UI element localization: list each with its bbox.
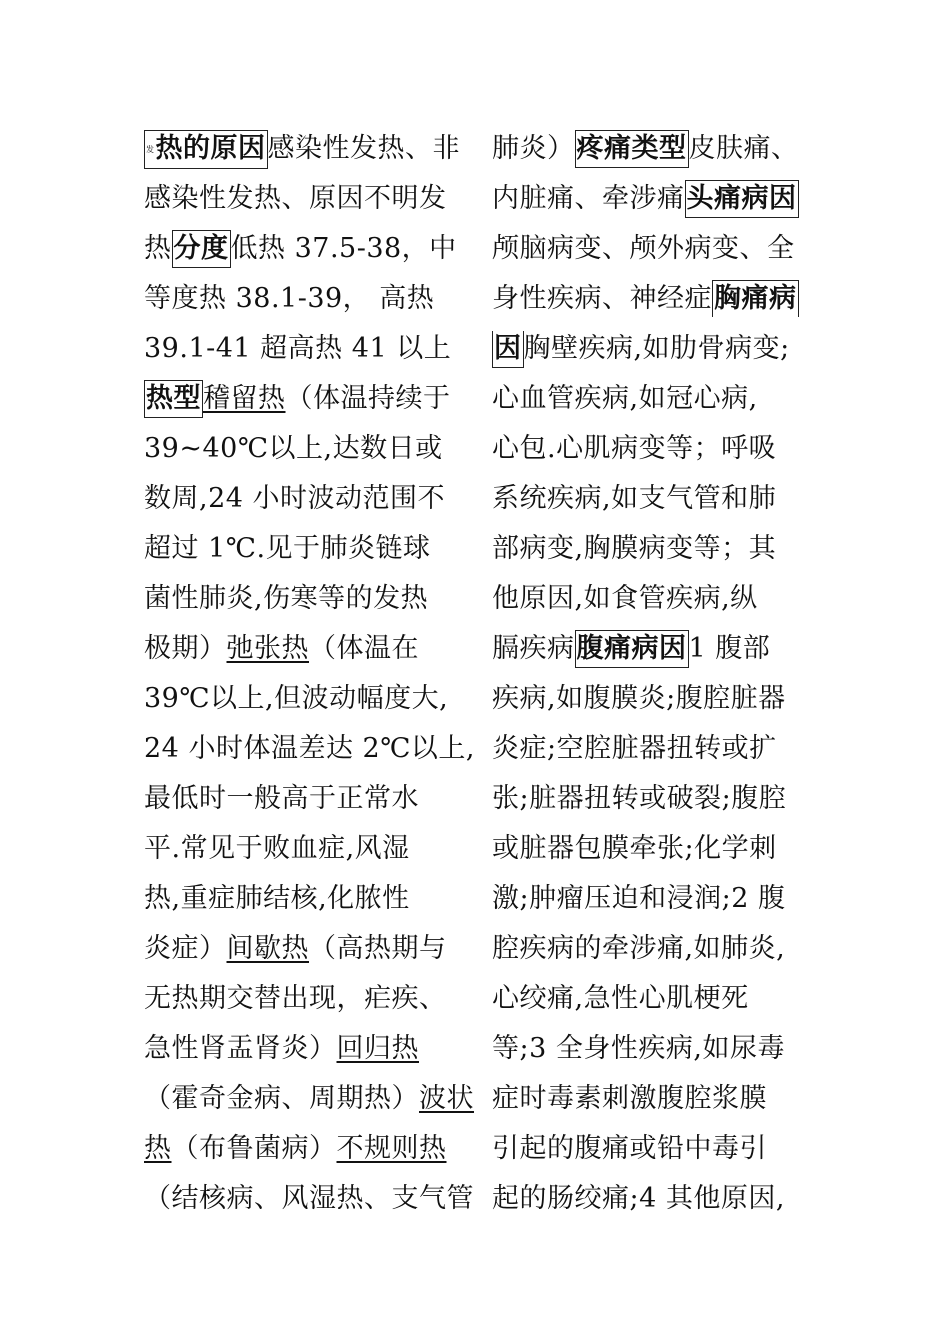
- line-text: 24 小时体温差达 2℃以上,: [144, 733, 475, 764]
- text-line: [144, 1124, 464, 1174]
- text-line: [492, 1124, 817, 1174]
- line-text: 低热 37.5-38，中: [230, 233, 457, 264]
- text-line: [144, 624, 464, 674]
- text-line: [144, 324, 464, 374]
- line-text: 39℃以上,但波动幅度大,: [144, 683, 449, 714]
- section-heading: 腹痛病因: [575, 630, 689, 668]
- text-line: [144, 224, 464, 274]
- section-heading: 因: [492, 331, 524, 368]
- line-text: 皮肤痛、: [688, 133, 799, 164]
- text-line: [144, 474, 464, 524]
- line-text: 热: [144, 233, 172, 264]
- text-line: [492, 324, 817, 374]
- line-text: （体温持续于: [285, 383, 451, 414]
- line-text: 最低时一般高于正常水: [144, 783, 419, 814]
- section-heading: 疼痛类型: [575, 130, 689, 168]
- text-line: [144, 374, 464, 424]
- text-line: [492, 1024, 817, 1074]
- line-text: 等度热 38.1-39， 高热: [144, 283, 435, 314]
- line-text: 膈疾病: [492, 633, 575, 664]
- section-heading: 胸痛病: [712, 280, 799, 317]
- line-text: 胸壁疾病,如肋骨病变;: [523, 333, 790, 364]
- text-line: [492, 674, 817, 724]
- line-text: 肺炎）: [492, 133, 575, 164]
- text-line: [492, 574, 817, 624]
- left-column: [144, 124, 475, 1224]
- line-text: 部病变,胸膜病变等；其: [492, 533, 777, 564]
- line-text: 数周,24 小时波动范围不: [144, 483, 446, 514]
- line-text: （结核病、风湿热、支气管: [144, 1183, 474, 1214]
- line-text: 张;脏器扭转或破裂;腹腔: [492, 783, 787, 814]
- line-text: 急性肾盂肾炎）: [144, 1033, 337, 1064]
- text-line: [144, 574, 464, 624]
- text-line: [492, 174, 817, 224]
- section-heading: 头痛病因: [685, 180, 799, 218]
- section-heading: 热型: [144, 380, 203, 418]
- line-text: 疾病,如腹膜炎;腹腔脏器: [492, 683, 786, 714]
- text-line: [144, 1174, 474, 1224]
- line-text: 感染性发热、原因不明发: [144, 183, 447, 214]
- text-line: [144, 674, 464, 724]
- line-text: 心血管疾病,如冠心病,: [492, 383, 758, 414]
- line-text: 症时毒素刺激腹腔浆膜: [492, 1083, 767, 1114]
- line-text: 39.1-41 超高热 41 以上: [144, 333, 452, 364]
- line-text: 炎症）: [144, 933, 227, 964]
- line-text: 引起的腹痛或铅中毒引: [492, 1133, 767, 1164]
- text-line: [144, 274, 464, 324]
- text-line: [144, 524, 464, 574]
- small-mark: 发: [146, 144, 155, 154]
- text-line: [144, 724, 475, 774]
- text-line: [144, 424, 464, 474]
- line-text: 身性疾病、神经症: [492, 283, 712, 314]
- text-line: [492, 424, 817, 474]
- line-text: 炎症;空腔脏器扭转或扩: [492, 733, 777, 764]
- text-line: [144, 924, 464, 974]
- text-line: [492, 224, 817, 274]
- line-text: 颅脑病变、颅外病变、全: [492, 233, 795, 264]
- line-text: 超过 1℃.见于肺炎链球: [144, 533, 431, 564]
- line-text: （体温在: [309, 633, 419, 664]
- text-line: [144, 124, 464, 174]
- line-text: 或脏器包膜牵张;化学刺: [492, 833, 777, 864]
- line-text: 起的肠绞痛;4 其他原因,: [492, 1183, 785, 1214]
- line-text: 等;3 全身性疾病,如尿毒: [492, 1033, 785, 1064]
- line-text: 心包.心肌病变等；呼吸: [492, 433, 777, 464]
- text-line: [492, 1174, 817, 1224]
- line-text: 无热期交替出现，疟疾、: [144, 983, 447, 1014]
- text-line: [492, 374, 817, 424]
- line-text: 心绞痛,急性心肌梗死: [492, 983, 749, 1014]
- text-line: [492, 974, 817, 1024]
- line-text: 感染性发热、非: [267, 133, 460, 164]
- text-line: [492, 524, 817, 574]
- term-underlined: 弛张热: [226, 633, 309, 664]
- text-line: [492, 274, 817, 324]
- text-line: [144, 824, 464, 874]
- text-line: [492, 124, 817, 174]
- line-text: （布鲁菌病）: [171, 1133, 337, 1164]
- text-line: [144, 1074, 474, 1124]
- text-line: [492, 624, 817, 674]
- line-text: （高热期与: [309, 933, 447, 964]
- line-text: 内脏痛、牵涉痛: [492, 183, 685, 214]
- term-underlined: 不规则热: [336, 1133, 447, 1164]
- text-line: [492, 824, 817, 874]
- text-line: [492, 774, 817, 824]
- line-text: 菌性肺炎,伤寒等的发热: [144, 583, 429, 614]
- line-text: 平.常见于败血症,风湿: [144, 833, 410, 864]
- text-line: [492, 1074, 817, 1124]
- text-line: [492, 474, 817, 524]
- text-line: [144, 1024, 464, 1074]
- term-underlined: 间歇热: [226, 933, 309, 964]
- line-text: 腔疾病的牵涉痛,如肺炎,: [492, 933, 786, 964]
- text-line: [144, 974, 464, 1024]
- section-heading: 分度: [172, 230, 231, 268]
- term-underlined: 热: [144, 1133, 172, 1164]
- right-column: [492, 124, 817, 1224]
- text-line: [144, 774, 464, 824]
- line-text: 1 腹部: [688, 633, 771, 664]
- term-underlined: 稽留热: [203, 383, 286, 414]
- line-text: 激;肿瘤压迫和浸润;2 腹: [492, 883, 786, 914]
- line-text: 极期）: [144, 633, 227, 664]
- term-underlined: 波状: [419, 1083, 474, 1114]
- line-text: 39~40℃以上,达数日或: [144, 433, 443, 464]
- section-heading: [144, 130, 268, 169]
- text-line: [144, 874, 464, 924]
- heading-label: 热的原因: [155, 133, 266, 164]
- line-text: 系统疾病,如支气管和肺: [492, 483, 777, 514]
- line-text: 他原因,如食管疾病,纵: [492, 583, 758, 614]
- line-text: （霍奇金病、周期热）: [144, 1083, 419, 1114]
- text-line: [492, 924, 817, 974]
- text-line: [492, 724, 817, 774]
- line-text: 热,重症肺结核,化脓性: [144, 883, 410, 914]
- term-underlined: 回归热: [336, 1033, 419, 1064]
- text-line: [144, 174, 464, 224]
- text-line: [492, 874, 817, 924]
